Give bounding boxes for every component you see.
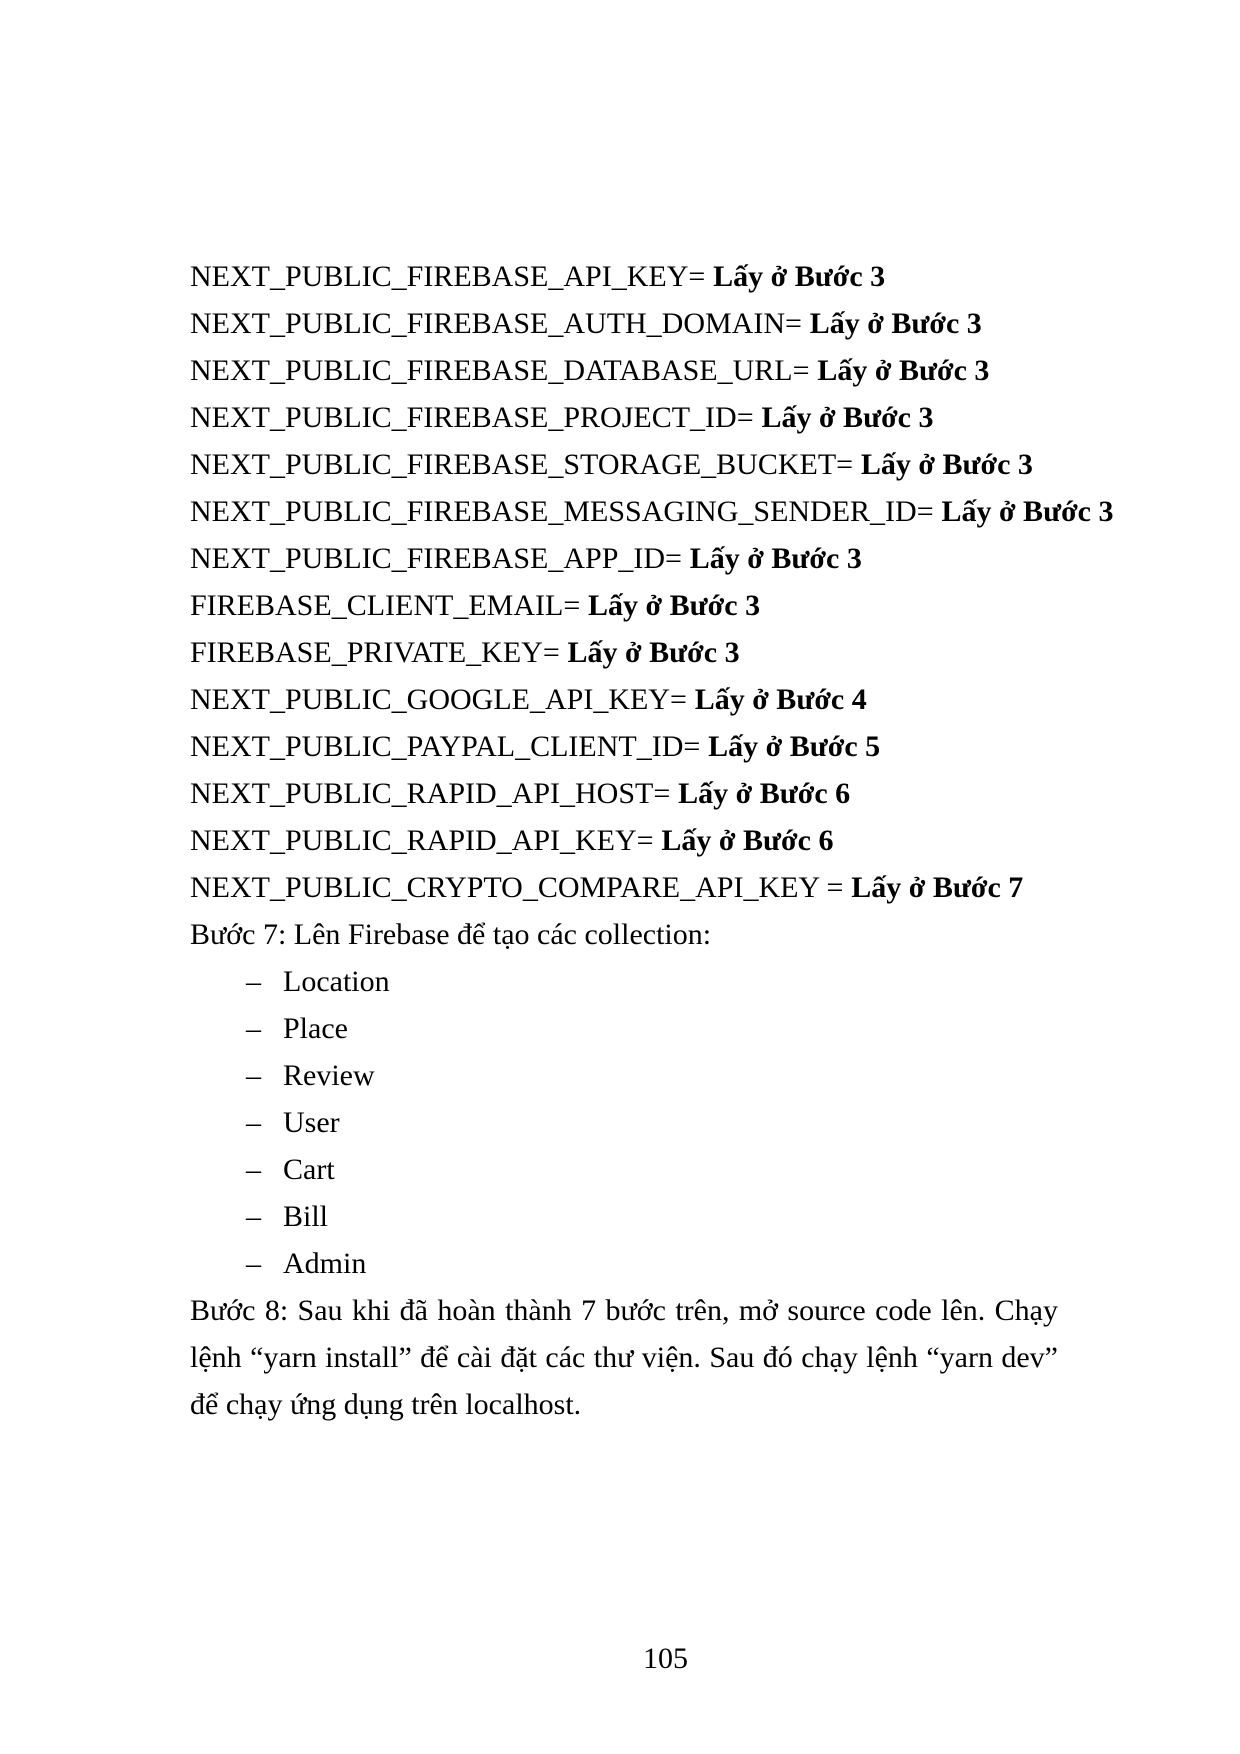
list-item-label: Bill [283,1200,329,1233]
env-var-name: NEXT_PUBLIC_FIREBASE_DATABASE_URL= [190,354,810,387]
env-var-line [190,488,1114,535]
dash-bullet: – [246,1200,261,1233]
env-var-name: NEXT_PUBLIC_FIREBASE_MESSAGING_SENDER_ID= [190,495,934,528]
env-var-name: NEXT_PUBLIC_GOOGLE_API_KEY= [190,683,687,716]
dash-bullet: – [246,1106,261,1139]
dash-bullet: – [246,1247,261,1280]
env-var-line [190,817,1058,864]
env-var-line [190,441,1058,488]
page-number: 105 [643,1642,688,1675]
env-var-value: Lấy ở Bước 6 [661,824,834,857]
env-var-name: NEXT_PUBLIC_FIREBASE_AUTH_DOMAIN= [190,307,802,340]
list-item-label: User [283,1106,340,1139]
list-item-location [190,958,1058,1005]
env-var-line [190,253,1058,300]
dash-bullet: – [246,965,261,998]
env-var-name: NEXT_PUBLIC_FIREBASE_API_KEY= [190,260,706,293]
env-var-line [190,676,1058,723]
env-var-value: Lấy ở Bước 6 [678,777,851,810]
list-item-label: Admin [283,1247,367,1280]
env-var-name: FIREBASE_CLIENT_EMAIL= [190,589,581,622]
env-var-line [190,300,1058,347]
list-item-label: Place [283,1012,348,1045]
env-var-value: Lấy ở Bước 3 [941,495,1114,528]
list-item-review [190,1052,1058,1099]
env-var-name: NEXT_PUBLIC_FIREBASE_STORAGE_BUCKET= [190,448,854,481]
step7-heading: Bước 7: Lên Firebase để tạo các collection: [190,918,712,951]
env-var-value: Lấy ở Bước 3 [817,354,990,387]
list-item-label: Review [283,1059,375,1092]
dash-bullet: – [246,1153,261,1186]
env-var-name: NEXT_PUBLIC_CRYPTO_COMPARE_API_KEY = [190,871,844,904]
env-var-name: NEXT_PUBLIC_FIREBASE_APP_ID= [190,542,682,575]
env-var-name: NEXT_PUBLIC_FIREBASE_PROJECT_ID= [190,401,754,434]
env-var-value: Lấy ở Bước 5 [708,730,881,763]
list-item-admin [190,1240,1058,1287]
env-var-name: NEXT_PUBLIC_PAYPAL_CLIENT_ID= [190,730,701,763]
env-var-line [190,629,1058,676]
list-item-bill [190,1193,1058,1240]
env-var-name: FIREBASE_PRIVATE_KEY= [190,636,560,669]
dash-bullet: – [246,1012,261,1045]
env-var-line [190,723,1058,770]
env-var-line [190,864,1058,911]
env-var-line [190,770,1058,817]
env-var-value: Lấy ở Bước 3 [567,636,740,669]
step8-paragraph: Bước 8: Sau khi đã hoàn thành 7 bước trên, mở source code lên. Chạy lệnh “yarn install” để cài đặt các thư viện. Sau đó chạy lệnh “yarn dev” để chạy ứng dụng trên localhost. [190,1294,1058,1421]
list-item-label: Location [283,965,390,998]
env-var-value: Lấy ở Bước 3 [761,401,934,434]
env-var-line [190,535,1058,582]
dash-bullet: – [246,1059,261,1092]
page-content [190,253,1114,1428]
env-var-line [190,394,1058,441]
env-var-name: NEXT_PUBLIC_RAPID_API_KEY= [190,824,654,857]
env-var-name: NEXT_PUBLIC_RAPID_API_HOST= [190,777,671,810]
list-item-user [190,1099,1058,1146]
list-item-place [190,1005,1058,1052]
env-var-value: Lấy ở Bước 3 [689,542,862,575]
list-item-label: Cart [283,1153,335,1186]
env-var-line [190,347,1058,394]
env-var-value: Lấy ở Bước 4 [694,683,867,716]
env-var-value: Lấy ở Bước 3 [588,589,761,622]
env-var-line [190,582,1058,629]
env-var-value: Lấy ở Bước 7 [851,871,1024,904]
env-var-value: Lấy ở Bước 3 [809,307,982,340]
list-item-cart [190,1146,1058,1193]
env-var-value: Lấy ở Bước 3 [860,448,1033,481]
env-var-value: Lấy ở Bước 3 [713,260,886,293]
